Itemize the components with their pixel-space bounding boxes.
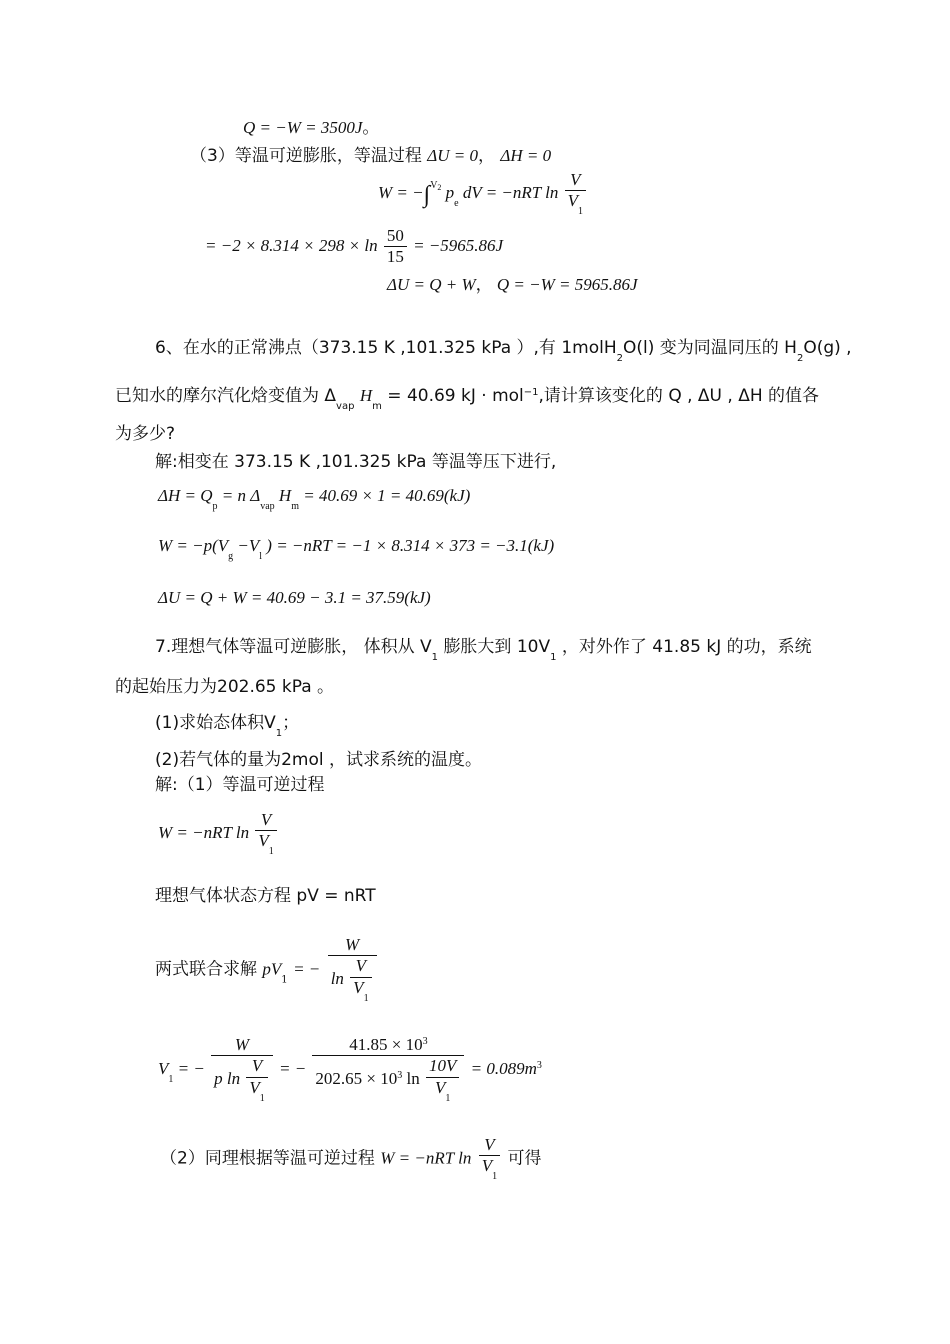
problem6-eq-du: ΔU = Q + W = 40.69 − 3.1 = 37.59(kJ) (158, 588, 431, 607)
problem6-text-line3: 为多少? (115, 424, 176, 444)
eq-w-calc: = −2 × 8.314 × 298 × ln $\frac{50}{15}$ = −5965.86J (205, 226, 504, 267)
problem7-solution1: 解:（1）等温可逆过程 (155, 775, 325, 795)
step3-line: （3）等温可逆膨胀，等温过程 ΔU = 0， ΔH = 0 (190, 146, 552, 166)
problem7-question2: (2)若气体的量为2mol ，试求系统的温度。 (155, 750, 482, 770)
problem6-eq-w: $W = -p(V_g -V_l$ ) = −nRT = −1 × 8.314 × 373 = −3.1(kJ) (158, 536, 555, 562)
problem7-ideal-gas: 理想气体状态方程 pV = nRT (155, 886, 376, 906)
problem6-text-line1: 6、在水的正常沸点（373.15 K ,101.325 kPa ）,有 1molH$_2$O(l) 变为同温同压的 $H_2O(g)$ , (155, 338, 852, 364)
eq-q-3500: Q = −W = 3500J。 (243, 118, 380, 138)
eq-w-integral: W = −∫$^{V2}$ $p_e$ dV = −nRT ln $\frac{V}{V_1}$ (378, 170, 588, 218)
problem6-solution-intro: 解:相变在 373.15 K ,101.325 kPa 等温等压下进行, (155, 452, 557, 472)
eq-final-du-q: ΔU = Q + W， Q = −W = 5965.86J (387, 275, 638, 295)
problem7-text-line1: 7.理想气体等温可逆膨胀， 体积从 $V_1$ 膨胀大到 $10V_1$ ，对外作了 41.85 kJ 的功，系统 (155, 637, 812, 663)
problem7-combine: 两式联合求解 $pV_1$ = − W ln $\frac{V}{V_1}$ (155, 935, 379, 1005)
problem6-eq-dh: $\Delta H = Q_p = n$ $\Delta_{vap}$ $H_m = 40.69 \times 1 = 40.69(kJ)$ (158, 486, 471, 512)
problem7-question1: (1)求始态体积$V_1$； (155, 713, 300, 739)
problem7-part2: （2）同理根据等温可逆过程 W = −nRT ln $\frac{V}{V_1}$ 可得 (160, 1135, 542, 1183)
problem7-eq-v1: $V_1$ = − W p ln $\frac{V}{V_1}$ = − $41.85 \times 10^3$ $202.65 \times 10^3$ ln $\frac{10V}{V_1}$ = $0.089m^3$ (158, 1035, 542, 1104)
problem6-text-line2: 已知水的摩尔汽化焓变值为 $\Delta_{vap}$ $H_m = 40.69$ kJ · mol$^{-1}$,请计算该变化的 Q , ΔU , ΔH 的值各 (115, 386, 820, 412)
problem7-eq-w: W = −nRT ln $\frac{V}{V_1}$ (158, 810, 279, 858)
problem7-text-line2: 的起始压力为202.65 kPa 。 (115, 677, 335, 697)
